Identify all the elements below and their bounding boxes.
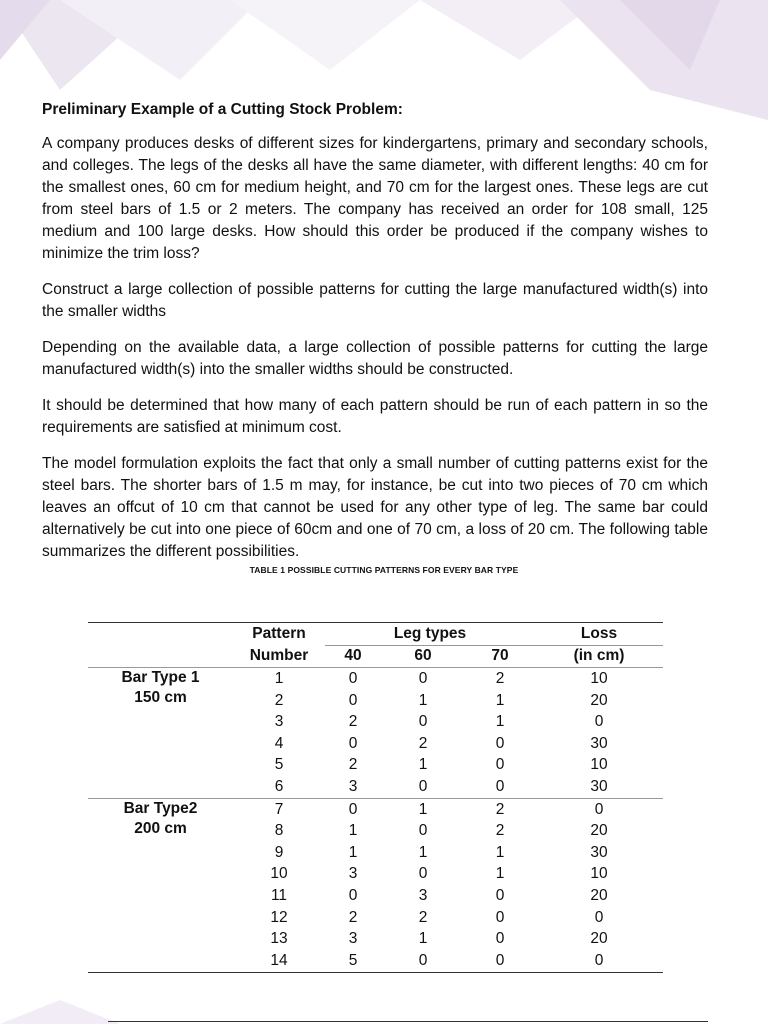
count-70: 0 — [495, 734, 505, 752]
document-body — [42, 99, 708, 577]
count-40: 2 — [348, 756, 358, 774]
loss-cm: 30 — [590, 777, 608, 795]
pattern-number: 2 — [274, 691, 284, 709]
pattern-number: 13 — [270, 930, 288, 948]
count-60: 1 — [418, 691, 428, 709]
paragraph-determine: It should be determined that how many of each pattern should be run of each pattern in so the requirements are satisfied at minimum cost. — [42, 397, 708, 436]
paragraph-depending: Depending on the available data, a large collection of possible patterns for cutting the large manufactured width(s) into the smaller widths should be constructed. — [42, 339, 708, 378]
count-70: 0 — [495, 777, 505, 795]
count-40: 2 — [348, 713, 358, 731]
count-70: 0 — [495, 930, 505, 948]
count-60: 0 — [418, 865, 428, 883]
count-70: 1 — [495, 865, 505, 883]
table-caption: TABLE 1 POSSIBLE CUTTING PATTERNS FOR EVERY BAR TYPE — [249, 565, 519, 575]
count-40: 3 — [348, 777, 358, 795]
pattern-number: 7 — [233, 798, 325, 820]
pattern-number: 12 — [270, 908, 288, 926]
count-60: 2 — [418, 908, 428, 926]
footer-rule — [108, 1021, 708, 1022]
paragraph-model: The model formulation exploits the fact that only a small number of cutting patterns exist for the steel bars. The shorter bars of 1.5 m may, for instance, be cut into two pieces of 70 cm which leaves an offcut of 10 cm that cannot be used for any other type of leg. The same bar could alternatively be cut into one piece of 60cm and one of 70 cm, a loss of 20 cm. The following table summarizes the different possibilities. — [42, 455, 708, 560]
table-row — [88, 798, 663, 820]
count-70: 2 — [495, 669, 505, 687]
loss-cm: 30 — [590, 734, 608, 752]
count-40: 0 — [348, 669, 358, 687]
pattern-number: 10 — [270, 865, 288, 883]
loss-cm: 20 — [590, 822, 608, 840]
loss-cm: 0 — [535, 798, 663, 820]
count-60: 1 — [418, 756, 428, 774]
count-40: 0 — [325, 798, 381, 820]
bar-type-length: 150 cm — [134, 689, 187, 707]
count-60: 0 — [418, 713, 428, 731]
count-70: 0 — [495, 908, 505, 926]
bar-type-length: 200 cm — [134, 819, 187, 837]
count-60: 1 — [418, 843, 428, 861]
pattern-number: 1 — [274, 669, 284, 687]
pattern-number: 3 — [274, 713, 284, 731]
loss-cm: 20 — [590, 930, 608, 948]
cutting-patterns-table — [88, 622, 663, 973]
pattern-number: 9 — [274, 843, 284, 861]
pattern-number: 6 — [274, 777, 284, 795]
loss-cm: 0 — [535, 950, 663, 972]
pattern-number: 8 — [274, 822, 284, 840]
pattern-number: 5 — [274, 756, 284, 774]
header-60: 60 — [381, 645, 465, 668]
header-loss: Loss — [535, 623, 663, 646]
pattern-number: 14 — [233, 950, 325, 972]
count-40: 0 — [348, 734, 358, 752]
count-40: 1 — [348, 822, 358, 840]
loss-cm: 20 — [590, 886, 608, 904]
count-40: 3 — [348, 865, 358, 883]
bar-type-name: Bar Type 1 — [121, 669, 200, 687]
header-loss-unit: (in cm) — [535, 645, 663, 668]
count-60: 2 — [418, 734, 428, 752]
bar-type-label — [88, 668, 233, 799]
count-70: 0 — [495, 756, 505, 774]
count-70: 1 — [495, 713, 505, 731]
count-60: 1 — [418, 930, 428, 948]
count-70: 2 — [495, 822, 505, 840]
count-60: 0 — [381, 950, 465, 972]
count-60: 3 — [418, 886, 428, 904]
pattern-number: 11 — [270, 886, 288, 904]
header-pattern: Pattern — [252, 625, 306, 643]
header-leg-types: Leg types — [325, 623, 535, 646]
header-number: Number — [233, 645, 325, 668]
count-70: 0 — [495, 886, 505, 904]
table-row — [88, 668, 663, 690]
bar-type-name: Bar Type2 — [123, 799, 198, 817]
loss-cm: 10 — [590, 865, 608, 883]
count-40: 2 — [348, 908, 358, 926]
count-40: 1 — [348, 843, 358, 861]
count-70: 1 — [495, 843, 505, 861]
loss-cm: 0 — [594, 713, 604, 731]
paragraph-construct: Construct a large collection of possible patterns for cutting the large manufactured width(s) into the smaller widths — [42, 281, 708, 320]
count-40: 0 — [348, 691, 358, 709]
count-70: 1 — [495, 691, 505, 709]
header-40: 40 — [325, 645, 381, 668]
header-70: 70 — [465, 645, 535, 668]
loss-cm: 10 — [590, 669, 608, 687]
paragraph-problem: A company produces desks of different sizes for kindergartens, primary and secondary schools, and colleges. The legs of the desks all have the same diameter, with different lengths: 40 cm for the smallest ones, 60 cm for medium height, and 70 cm for the largest ones. These legs are cut from steel bars of 1.5 or 2 meters. The company has received an order for 108 small, 125 medium and 100 large desks. How should this order be produced if the company wishes to minimize the trim loss? — [42, 135, 708, 262]
count-40: 0 — [348, 886, 358, 904]
count-60: 0 — [418, 669, 428, 687]
loss-cm: 20 — [590, 691, 608, 709]
loss-cm: 0 — [594, 908, 604, 926]
bar-type-label — [88, 798, 233, 972]
count-60: 0 — [418, 822, 428, 840]
document-title: Preliminary Example of a Cutting Stock Problem: — [42, 101, 403, 118]
count-60: 0 — [418, 777, 428, 795]
count-40: 3 — [348, 930, 358, 948]
count-40: 5 — [325, 950, 381, 972]
pattern-number: 4 — [274, 734, 284, 752]
loss-cm: 30 — [590, 843, 608, 861]
count-70: 0 — [465, 950, 535, 972]
count-60: 1 — [381, 798, 465, 820]
count-70: 2 — [465, 798, 535, 820]
loss-cm: 10 — [590, 756, 608, 774]
